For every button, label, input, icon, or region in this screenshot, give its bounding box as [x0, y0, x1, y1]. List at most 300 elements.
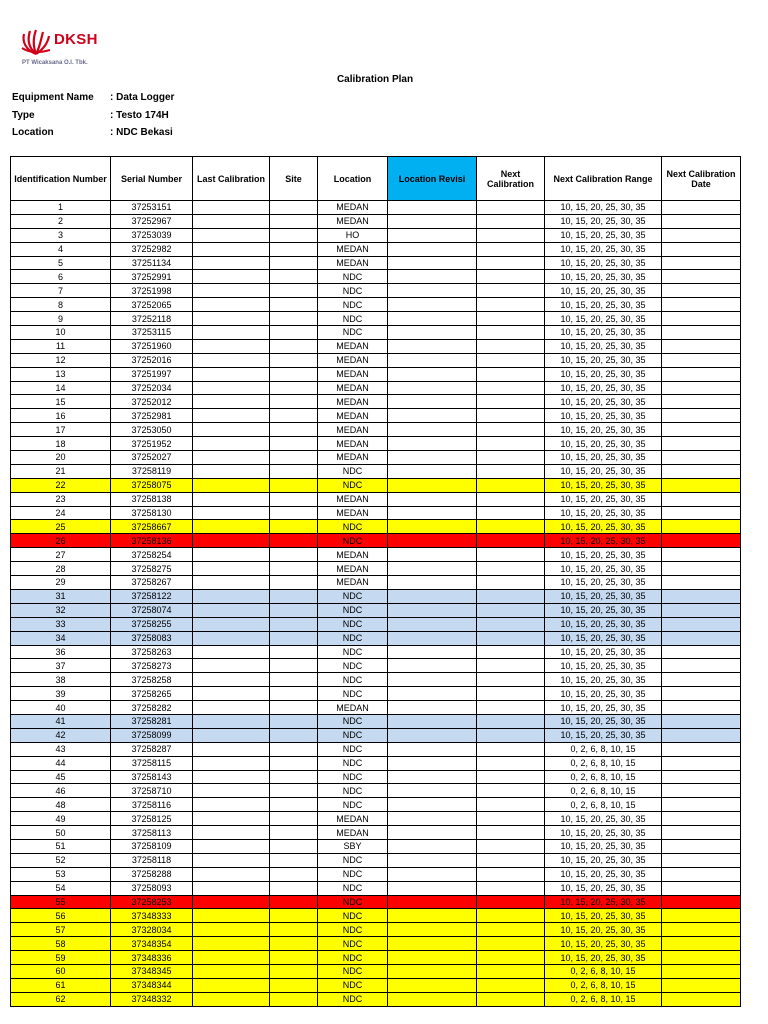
cell-next-date	[662, 853, 741, 867]
cell-site	[270, 923, 318, 937]
cell-id: 60	[11, 964, 111, 978]
cell-next-calibration	[477, 395, 545, 409]
cell-next-calibration	[477, 284, 545, 298]
table-row	[11, 201, 741, 215]
cell-site	[270, 839, 318, 853]
cell-range: 10, 15, 20, 25, 30, 35	[545, 270, 662, 284]
cell-site	[270, 798, 318, 812]
cell-id: 22	[11, 478, 111, 492]
cell-id: 56	[11, 909, 111, 923]
cell-next-calibration	[477, 742, 545, 756]
table-row	[11, 270, 741, 284]
cell-next-date	[662, 645, 741, 659]
cell-location-revisi	[388, 492, 477, 506]
col-next-calibration: Next Calibration	[477, 157, 545, 201]
cell-next-date	[662, 520, 741, 534]
cell-next-calibration	[477, 964, 545, 978]
cell-next-calibration	[477, 839, 545, 853]
cell-location-revisi	[388, 451, 477, 465]
meta-value: : Testo 174H	[110, 109, 169, 121]
cell-location-revisi	[388, 853, 477, 867]
table-row	[11, 992, 741, 1006]
cell-site	[270, 284, 318, 298]
cell-id: 38	[11, 673, 111, 687]
cell-range: 0, 2, 6, 8, 10, 15	[545, 784, 662, 798]
cell-range: 10, 15, 20, 25, 30, 35	[545, 381, 662, 395]
cell-last-calibration	[193, 451, 270, 465]
cell-last-calibration	[193, 381, 270, 395]
cell-location-revisi	[388, 409, 477, 423]
cell-next-date	[662, 617, 741, 631]
table-row	[11, 617, 741, 631]
cell-site	[270, 548, 318, 562]
cell-next-date	[662, 923, 741, 937]
cell-location: MEDAN	[318, 506, 388, 520]
table-row	[11, 937, 741, 951]
cell-next-date	[662, 298, 741, 312]
cell-location: NDC	[318, 659, 388, 673]
cell-location: NDC	[318, 312, 388, 326]
cell-next-date	[662, 576, 741, 590]
cell-serial: 37258130	[111, 506, 193, 520]
cell-next-date	[662, 381, 741, 395]
cell-range: 10, 15, 20, 25, 30, 35	[545, 853, 662, 867]
cell-id: 21	[11, 464, 111, 478]
table-row	[11, 881, 741, 895]
cell-next-calibration	[477, 756, 545, 770]
cell-site	[270, 367, 318, 381]
cell-id: 23	[11, 492, 111, 506]
cell-location: MEDAN	[318, 548, 388, 562]
cell-range: 10, 15, 20, 25, 30, 35	[545, 409, 662, 423]
cell-location-revisi	[388, 284, 477, 298]
cell-next-calibration	[477, 270, 545, 284]
cell-id: 31	[11, 589, 111, 603]
table-row	[11, 284, 741, 298]
cell-next-calibration	[477, 770, 545, 784]
cell-last-calibration	[193, 631, 270, 645]
cell-site	[270, 909, 318, 923]
cell-next-calibration	[477, 687, 545, 701]
cell-site	[270, 353, 318, 367]
col-identification-number: Identification Number	[11, 157, 111, 201]
cell-location: SBY	[318, 839, 388, 853]
cell-next-date	[662, 395, 741, 409]
cell-next-calibration	[477, 548, 545, 562]
cell-location-revisi	[388, 673, 477, 687]
cell-location: NDC	[318, 756, 388, 770]
cell-next-calibration	[477, 645, 545, 659]
cell-next-calibration	[477, 451, 545, 465]
cell-location-revisi	[388, 798, 477, 812]
table-row	[11, 562, 741, 576]
cell-last-calibration	[193, 992, 270, 1006]
table-row	[11, 839, 741, 853]
cell-location: MEDAN	[318, 381, 388, 395]
cell-site	[270, 853, 318, 867]
cell-next-calibration	[477, 478, 545, 492]
cell-location: NDC	[318, 853, 388, 867]
cell-range: 0, 2, 6, 8, 10, 15	[545, 756, 662, 770]
cell-next-calibration	[477, 923, 545, 937]
cell-next-date	[662, 714, 741, 728]
cell-location-revisi	[388, 923, 477, 937]
cell-next-date	[662, 951, 741, 965]
cell-id: 46	[11, 784, 111, 798]
cell-next-date	[662, 770, 741, 784]
cell-id: 12	[11, 353, 111, 367]
cell-last-calibration	[193, 812, 270, 826]
calibration-table	[10, 156, 741, 1007]
cell-next-date	[662, 367, 741, 381]
cell-id: 16	[11, 409, 111, 423]
cell-range: 10, 15, 20, 25, 30, 35	[545, 617, 662, 631]
meta-row	[12, 92, 174, 110]
cell-last-calibration	[193, 742, 270, 756]
cell-range: 0, 2, 6, 8, 10, 15	[545, 978, 662, 992]
cell-last-calibration	[193, 339, 270, 353]
cell-location-revisi	[388, 256, 477, 270]
cell-last-calibration	[193, 770, 270, 784]
table-row	[11, 909, 741, 923]
cell-location-revisi	[388, 742, 477, 756]
table-row	[11, 395, 741, 409]
cell-site	[270, 937, 318, 951]
cell-last-calibration	[193, 548, 270, 562]
cell-last-calibration	[193, 520, 270, 534]
cell-range: 10, 15, 20, 25, 30, 35	[545, 326, 662, 340]
cell-serial: 37258288	[111, 867, 193, 881]
cell-site	[270, 964, 318, 978]
cell-id: 52	[11, 853, 111, 867]
cell-last-calibration	[193, 576, 270, 590]
cell-next-calibration	[477, 978, 545, 992]
table-row	[11, 298, 741, 312]
cell-serial: 37251998	[111, 284, 193, 298]
cell-site	[270, 520, 318, 534]
cell-location: NDC	[318, 867, 388, 881]
cell-last-calibration	[193, 839, 270, 853]
cell-location-revisi	[388, 367, 477, 381]
cell-location-revisi	[388, 562, 477, 576]
table-row	[11, 423, 741, 437]
cell-location-revisi	[388, 964, 477, 978]
cell-serial: 37253115	[111, 326, 193, 340]
cell-last-calibration	[193, 659, 270, 673]
table-row	[11, 964, 741, 978]
cell-serial: 37258115	[111, 756, 193, 770]
cell-next-calibration	[477, 951, 545, 965]
cell-location: MEDAN	[318, 395, 388, 409]
cell-serial: 37348332	[111, 992, 193, 1006]
cell-serial: 37258263	[111, 645, 193, 659]
cell-next-date	[662, 339, 741, 353]
cell-location-revisi	[388, 242, 477, 256]
cell-location: NDC	[318, 728, 388, 742]
cell-id: 55	[11, 895, 111, 909]
cell-serial: 37258267	[111, 576, 193, 590]
cell-next-date	[662, 673, 741, 687]
cell-next-date	[662, 437, 741, 451]
cell-range: 10, 15, 20, 25, 30, 35	[545, 298, 662, 312]
cell-site	[270, 756, 318, 770]
cell-location-revisi	[388, 339, 477, 353]
dksh-emblem-icon	[20, 28, 52, 56]
cell-range: 10, 15, 20, 25, 30, 35	[545, 506, 662, 520]
cell-last-calibration	[193, 645, 270, 659]
meta-label: Equipment Name	[12, 92, 94, 103]
cell-next-date	[662, 284, 741, 298]
cell-location: NDC	[318, 951, 388, 965]
cell-last-calibration	[193, 367, 270, 381]
cell-site	[270, 631, 318, 645]
table-row	[11, 673, 741, 687]
cell-id: 2	[11, 214, 111, 228]
document-title: Calibration Plan	[336, 74, 414, 85]
cell-last-calibration	[193, 881, 270, 895]
cell-last-calibration	[193, 673, 270, 687]
cell-last-calibration	[193, 826, 270, 840]
cell-last-calibration	[193, 214, 270, 228]
cell-site	[270, 298, 318, 312]
cell-id: 10	[11, 326, 111, 340]
meta-value: : Data Logger	[110, 92, 175, 103]
cell-next-calibration	[477, 298, 545, 312]
cell-site	[270, 659, 318, 673]
cell-site	[270, 423, 318, 437]
cell-site	[270, 645, 318, 659]
cell-serial: 37348354	[111, 937, 193, 951]
cell-last-calibration	[193, 492, 270, 506]
cell-serial: 37258113	[111, 826, 193, 840]
cell-next-calibration	[477, 464, 545, 478]
cell-location-revisi	[388, 756, 477, 770]
cell-site	[270, 992, 318, 1006]
cell-range: 10, 15, 20, 25, 30, 35	[545, 895, 662, 909]
cell-id: 44	[11, 756, 111, 770]
cell-location: MEDAN	[318, 423, 388, 437]
cell-id: 48	[11, 798, 111, 812]
cell-serial: 37348344	[111, 978, 193, 992]
cell-site	[270, 242, 318, 256]
cell-next-calibration	[477, 937, 545, 951]
cell-id: 58	[11, 937, 111, 951]
cell-site	[270, 770, 318, 784]
cell-location-revisi	[388, 867, 477, 881]
cell-location-revisi	[388, 437, 477, 451]
cell-last-calibration	[193, 478, 270, 492]
cell-serial: 37258122	[111, 589, 193, 603]
cell-serial: 37258143	[111, 770, 193, 784]
cell-next-calibration	[477, 617, 545, 631]
cell-next-date	[662, 964, 741, 978]
cell-id: 33	[11, 617, 111, 631]
cell-next-date	[662, 492, 741, 506]
cell-last-calibration	[193, 687, 270, 701]
cell-site	[270, 562, 318, 576]
cell-id: 49	[11, 812, 111, 826]
cell-serial: 37253151	[111, 201, 193, 215]
cell-next-calibration	[477, 534, 545, 548]
cell-id: 14	[11, 381, 111, 395]
table-row	[11, 339, 741, 353]
cell-id: 25	[11, 520, 111, 534]
col-next-calibration-range: Next Calibration Range	[545, 157, 662, 201]
cell-location: MEDAN	[318, 353, 388, 367]
cell-last-calibration	[193, 728, 270, 742]
cell-serial: 37258258	[111, 673, 193, 687]
cell-last-calibration	[193, 423, 270, 437]
cell-next-date	[662, 326, 741, 340]
cell-location-revisi	[388, 576, 477, 590]
cell-site	[270, 381, 318, 395]
cell-next-calibration	[477, 589, 545, 603]
cell-location: NDC	[318, 284, 388, 298]
cell-serial: 37258109	[111, 839, 193, 853]
cell-last-calibration	[193, 464, 270, 478]
cell-location: NDC	[318, 589, 388, 603]
cell-id: 41	[11, 714, 111, 728]
cell-next-date	[662, 256, 741, 270]
cell-next-calibration	[477, 798, 545, 812]
cell-serial: 37252118	[111, 312, 193, 326]
table-row	[11, 437, 741, 451]
cell-range: 10, 15, 20, 25, 30, 35	[545, 659, 662, 673]
table-row	[11, 353, 741, 367]
cell-id: 1	[11, 201, 111, 215]
cell-location: NDC	[318, 714, 388, 728]
cell-location-revisi	[388, 839, 477, 853]
table-row	[11, 242, 741, 256]
cell-last-calibration	[193, 326, 270, 340]
cell-range: 10, 15, 20, 25, 30, 35	[545, 201, 662, 215]
cell-serial: 37252027	[111, 451, 193, 465]
cell-serial: 37258125	[111, 812, 193, 826]
cell-serial: 37258710	[111, 784, 193, 798]
cell-location-revisi	[388, 201, 477, 215]
col-location-revisi: Location Revisi	[388, 157, 477, 201]
table-row	[11, 853, 741, 867]
table-row	[11, 256, 741, 270]
cell-last-calibration	[193, 978, 270, 992]
cell-next-calibration	[477, 631, 545, 645]
cell-next-date	[662, 603, 741, 617]
cell-next-calibration	[477, 853, 545, 867]
cell-next-date	[662, 228, 741, 242]
cell-range: 10, 15, 20, 25, 30, 35	[545, 395, 662, 409]
cell-next-date	[662, 353, 741, 367]
cell-last-calibration	[193, 951, 270, 965]
cell-location: NDC	[318, 964, 388, 978]
cell-next-calibration	[477, 659, 545, 673]
cell-serial: 37252016	[111, 353, 193, 367]
cell-location: NDC	[318, 798, 388, 812]
cell-next-date	[662, 867, 741, 881]
cell-id: 32	[11, 603, 111, 617]
cell-next-calibration	[477, 603, 545, 617]
cell-id: 62	[11, 992, 111, 1006]
cell-serial: 37258667	[111, 520, 193, 534]
cell-last-calibration	[193, 437, 270, 451]
cell-range: 10, 15, 20, 25, 30, 35	[545, 839, 662, 853]
table-row	[11, 770, 741, 784]
cell-next-calibration	[477, 437, 545, 451]
cell-location-revisi	[388, 270, 477, 284]
cell-location: NDC	[318, 895, 388, 909]
cell-range: 10, 15, 20, 25, 30, 35	[545, 909, 662, 923]
cell-location: MEDAN	[318, 826, 388, 840]
cell-next-date	[662, 756, 741, 770]
table-row	[11, 687, 741, 701]
cell-site	[270, 701, 318, 715]
cell-serial: 37251134	[111, 256, 193, 270]
cell-location: MEDAN	[318, 701, 388, 715]
cell-site	[270, 506, 318, 520]
cell-location: MEDAN	[318, 242, 388, 256]
cell-location: MEDAN	[318, 451, 388, 465]
cell-id: 61	[11, 978, 111, 992]
table-row	[11, 728, 741, 742]
cell-range: 10, 15, 20, 25, 30, 35	[545, 673, 662, 687]
cell-serial: 37258253	[111, 895, 193, 909]
cell-range: 0, 2, 6, 8, 10, 15	[545, 964, 662, 978]
cell-location: NDC	[318, 326, 388, 340]
cell-next-calibration	[477, 992, 545, 1006]
cell-site	[270, 409, 318, 423]
cell-serial: 37258116	[111, 798, 193, 812]
cell-site	[270, 451, 318, 465]
cell-id: 54	[11, 881, 111, 895]
cell-id: 4	[11, 242, 111, 256]
cell-location: NDC	[318, 603, 388, 617]
cell-next-date	[662, 589, 741, 603]
cell-id: 29	[11, 576, 111, 590]
cell-next-calibration	[477, 256, 545, 270]
cell-next-calibration	[477, 909, 545, 923]
cell-location: NDC	[318, 298, 388, 312]
cell-last-calibration	[193, 895, 270, 909]
cell-next-calibration	[477, 826, 545, 840]
cell-next-date	[662, 798, 741, 812]
cell-last-calibration	[193, 853, 270, 867]
cell-next-calibration	[477, 242, 545, 256]
cell-site	[270, 478, 318, 492]
table-row	[11, 228, 741, 242]
cell-id: 26	[11, 534, 111, 548]
cell-site	[270, 437, 318, 451]
cell-site	[270, 228, 318, 242]
cell-next-calibration	[477, 714, 545, 728]
cell-serial: 37258265	[111, 687, 193, 701]
cell-next-calibration	[477, 895, 545, 909]
table-row	[11, 326, 741, 340]
cell-serial: 37258273	[111, 659, 193, 673]
cell-site	[270, 256, 318, 270]
cell-location: NDC	[318, 520, 388, 534]
cell-location: MEDAN	[318, 576, 388, 590]
table-row	[11, 548, 741, 562]
cell-next-calibration	[477, 701, 545, 715]
cell-range: 10, 15, 20, 25, 30, 35	[545, 242, 662, 256]
cell-site	[270, 728, 318, 742]
table-row	[11, 714, 741, 728]
cell-next-calibration	[477, 576, 545, 590]
cell-location-revisi	[388, 909, 477, 923]
cell-next-calibration	[477, 201, 545, 215]
cell-id: 11	[11, 339, 111, 353]
cell-range: 10, 15, 20, 25, 30, 35	[545, 214, 662, 228]
cell-next-date	[662, 214, 741, 228]
